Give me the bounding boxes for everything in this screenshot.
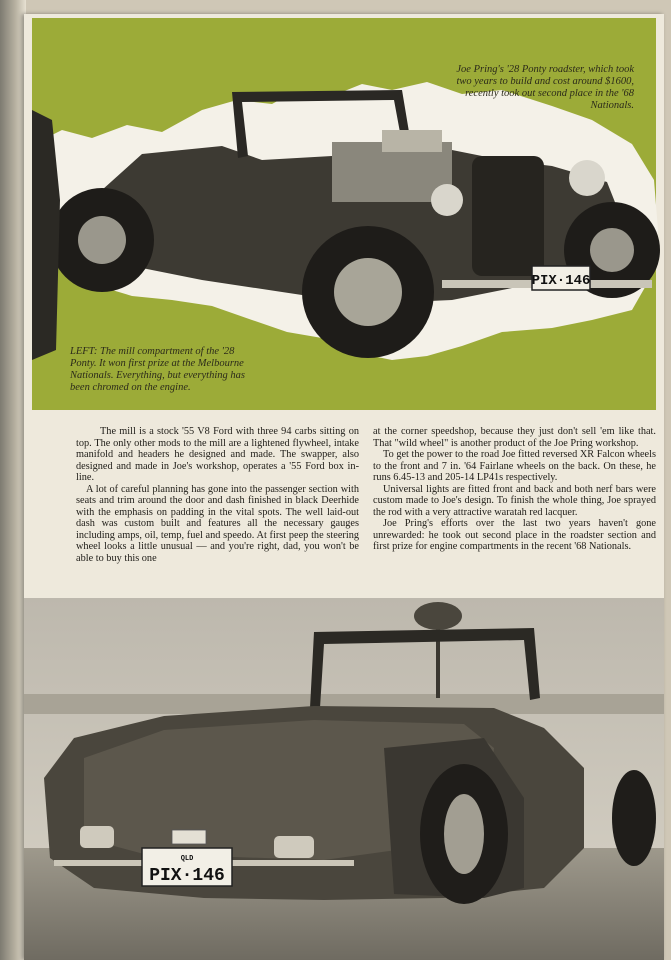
paragraph: at the corner speedshop, because they just don't sell 'em like that. That "wild wheel" is another product of the Joe Pring workshop. <box>373 426 656 449</box>
paragraph: Universal lights are fitted front and back and both nerf bars were custom made to Joe's design. To finish the whole thing, Joe sprayed the rod with a very attractive waratah red lacquer. <box>373 483 656 518</box>
article-column-2 <box>373 426 656 584</box>
paragraph: To get the power to the road Joe fitted reversed XR Falcon wheels to the front and 7 in. '64 Fairlane wheels on the back. On these, he runs 6.45-13 and 205-14 LP41s respectively. <box>373 449 656 483</box>
caption-left: LEFT: The mill compartment of the '28 Ponty. It won first prize at the Melbourne Nationals. Everything, but everything has been chromed on the engine. <box>70 346 245 393</box>
paragraph: A lot of careful planning has gone into the passenger section with seats and trim around the door and dash finished in black Deerhide with the emphasis on padding in the vital spots. The well laid-out dash was custom built and features all the necessary gauges including amps, oil, temp, fuel and speedo. At first peep the steering wheel looks a little unusual — and you're right, dad, you won't be able to buy this one <box>76 483 359 564</box>
article-body <box>76 426 656 584</box>
caption-top-right: Joe Pring's '28 Ponty roadster, which took two years to build and cost around $1600, recently took out second place in the '68 Nationals. <box>456 64 634 111</box>
article-column-1 <box>76 426 359 584</box>
green-photo-panel <box>32 18 656 410</box>
rear-license-plate: PIX·146 <box>149 866 225 886</box>
rear-plate-state: QLD <box>180 855 194 863</box>
front-license-plate: PIX·146 <box>531 273 591 289</box>
magazine-page <box>24 14 664 960</box>
spread-gutter <box>0 0 26 960</box>
paragraph: The mill is a stock '55 V8 Ford with three 94 carbs sitting on top. The only other mods to the mill are a lightened flywheel, intake manifold and headers he designed and made. The swapper, also designed and made in Joe's workshop, operates a '55 Ford box in-line. <box>76 426 359 483</box>
roadster-rear-photo <box>24 598 664 960</box>
roadster-front-photo <box>32 70 664 370</box>
paragraph: Joe Pring's efforts over the last two years haven't gone unrewarded: he took out second place in the roadster section and first prize for engine compartments in the recent '68 Nationals. <box>373 518 656 552</box>
